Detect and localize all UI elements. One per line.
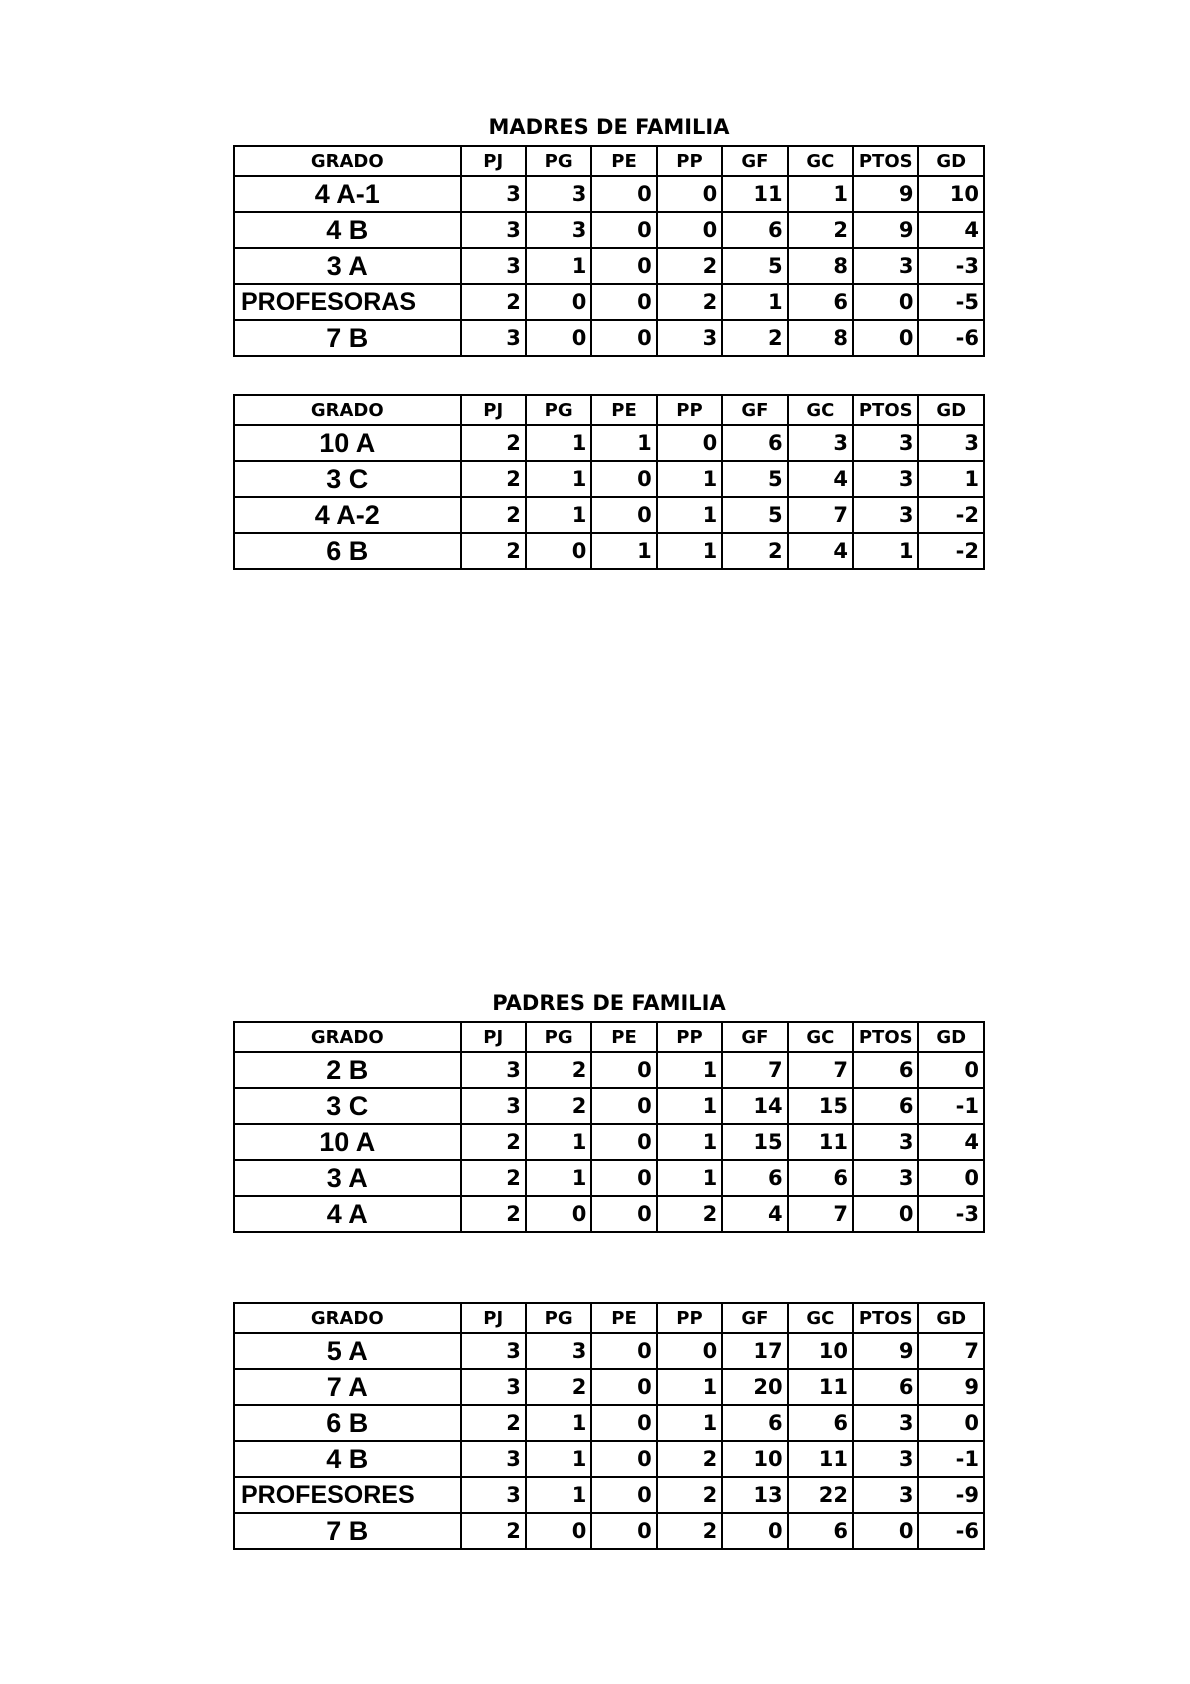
stat-cell-pj: 3 (461, 212, 526, 248)
table-row (234, 1196, 984, 1232)
stat-cell-gd: -9 (918, 1477, 984, 1513)
stat-cell-gd: 3 (918, 425, 984, 461)
stat-cell-ptos: 3 (853, 1124, 918, 1160)
stat-cell-ptos: 6 (853, 1052, 918, 1088)
stat-cell-gc: 4 (788, 461, 853, 497)
table-row (234, 1369, 984, 1405)
table-row (234, 1160, 984, 1196)
stat-cell-pp: 1 (657, 1124, 722, 1160)
stat-cell-pj: 3 (461, 1333, 526, 1369)
stat-cell-ptos: 3 (853, 497, 918, 533)
header-row (234, 1303, 984, 1333)
stat-cell-gc: 10 (788, 1333, 853, 1369)
stat-cell-ptos: 1 (853, 533, 918, 569)
column-header-gc: GC (788, 146, 853, 176)
table-row (234, 1124, 984, 1160)
column-header-pg: PG (526, 1022, 591, 1052)
stat-cell-gd: 0 (918, 1405, 984, 1441)
column-header-pj: PJ (461, 1022, 526, 1052)
stat-cell-pg: 1 (526, 425, 591, 461)
grado-cell: 6 B (234, 533, 461, 569)
stat-cell-pe: 0 (591, 176, 656, 212)
stat-cell-pp: 1 (657, 497, 722, 533)
stat-cell-pe: 1 (591, 533, 656, 569)
stat-cell-pj: 2 (461, 1405, 526, 1441)
stat-cell-pp: 1 (657, 1405, 722, 1441)
header-row (234, 1022, 984, 1052)
standings-table-padres-group-1 (233, 1021, 985, 1233)
stat-cell-pg: 0 (526, 1196, 591, 1232)
column-header-gd: GD (918, 1303, 984, 1333)
stat-cell-pj: 3 (461, 248, 526, 284)
table-row (234, 284, 984, 320)
stat-cell-pj: 3 (461, 176, 526, 212)
stat-cell-pp: 2 (657, 284, 722, 320)
stat-cell-gd: 9 (918, 1369, 984, 1405)
stat-cell-ptos: 6 (853, 1088, 918, 1124)
stat-cell-ptos: 9 (853, 176, 918, 212)
stat-cell-gf: 6 (722, 425, 787, 461)
stat-cell-pp: 2 (657, 1196, 722, 1232)
stat-cell-pg: 0 (526, 533, 591, 569)
grado-cell: 4 A-1 (234, 176, 461, 212)
table-row (234, 248, 984, 284)
table-row (234, 425, 984, 461)
header-row (234, 395, 984, 425)
column-header-pe: PE (591, 146, 656, 176)
stat-cell-gd: -5 (918, 284, 984, 320)
stat-cell-pj: 3 (461, 320, 526, 356)
stat-cell-gd: 0 (918, 1052, 984, 1088)
standings-table-madres-group-2 (233, 394, 985, 570)
stat-cell-gd: -3 (918, 248, 984, 284)
stat-cell-gc: 8 (788, 320, 853, 356)
stat-cell-gd: -3 (918, 1196, 984, 1232)
column-header-pg: PG (526, 146, 591, 176)
grado-cell: 4 A (234, 1196, 461, 1232)
column-header-pp: PP (657, 146, 722, 176)
grado-cell: 3 A (234, 248, 461, 284)
stat-cell-pj: 3 (461, 1052, 526, 1088)
column-header-gd: GD (918, 146, 984, 176)
table-row (234, 1088, 984, 1124)
stat-cell-pj: 2 (461, 1513, 526, 1549)
stat-cell-gd: -2 (918, 497, 984, 533)
stat-cell-ptos: 3 (853, 1477, 918, 1513)
stat-cell-pe: 0 (591, 1477, 656, 1513)
stat-cell-pp: 3 (657, 320, 722, 356)
stat-cell-gf: 1 (722, 284, 787, 320)
stat-cell-pj: 3 (461, 1441, 526, 1477)
stat-cell-pg: 3 (526, 1333, 591, 1369)
stat-cell-pe: 0 (591, 1088, 656, 1124)
stat-cell-gc: 15 (788, 1088, 853, 1124)
stat-cell-gc: 8 (788, 248, 853, 284)
stat-cell-gc: 11 (788, 1369, 853, 1405)
grado-cell: 4 B (234, 1441, 461, 1477)
stat-cell-pp: 1 (657, 1088, 722, 1124)
stat-cell-ptos: 0 (853, 1196, 918, 1232)
stat-cell-pg: 1 (526, 1124, 591, 1160)
column-header-grado: GRADO (234, 146, 461, 176)
stat-cell-gf: 5 (722, 497, 787, 533)
stat-cell-pp: 0 (657, 176, 722, 212)
stat-cell-pg: 1 (526, 1441, 591, 1477)
stat-cell-gc: 6 (788, 1160, 853, 1196)
stat-cell-ptos: 3 (853, 248, 918, 284)
column-header-pj: PJ (461, 146, 526, 176)
grado-cell: 4 A-2 (234, 497, 461, 533)
table-row (234, 176, 984, 212)
grado-cell: 3 C (234, 461, 461, 497)
stat-cell-gd: -6 (918, 320, 984, 356)
column-header-pe: PE (591, 395, 656, 425)
table-row (234, 1477, 984, 1513)
stat-cell-pe: 1 (591, 425, 656, 461)
table-row (234, 461, 984, 497)
stat-cell-pp: 0 (657, 1333, 722, 1369)
stat-cell-pg: 0 (526, 320, 591, 356)
stat-cell-gf: 4 (722, 1196, 787, 1232)
stat-cell-pj: 2 (461, 461, 526, 497)
stat-cell-gf: 6 (722, 1160, 787, 1196)
stat-cell-pe: 0 (591, 248, 656, 284)
stat-cell-gd: -6 (918, 1513, 984, 1549)
stat-cell-gc: 7 (788, 1052, 853, 1088)
table-row (234, 1513, 984, 1549)
stat-cell-pe: 0 (591, 1441, 656, 1477)
column-header-pg: PG (526, 395, 591, 425)
grado-cell: PROFESORAS (234, 284, 461, 320)
stat-cell-pe: 0 (591, 284, 656, 320)
stat-cell-pp: 0 (657, 425, 722, 461)
column-header-ptos: PTOS (853, 1022, 918, 1052)
table-row (234, 533, 984, 569)
stat-cell-pe: 0 (591, 1513, 656, 1549)
stat-cell-gf: 11 (722, 176, 787, 212)
stat-cell-gc: 4 (788, 533, 853, 569)
stat-cell-pj: 3 (461, 1369, 526, 1405)
stat-cell-gd: -2 (918, 533, 984, 569)
grado-cell: 7 A (234, 1369, 461, 1405)
stat-cell-pe: 0 (591, 1405, 656, 1441)
stat-cell-pj: 3 (461, 1477, 526, 1513)
column-header-grado: GRADO (234, 1303, 461, 1333)
stat-cell-gf: 14 (722, 1088, 787, 1124)
stat-cell-gc: 11 (788, 1124, 853, 1160)
column-header-ptos: PTOS (853, 146, 918, 176)
stat-cell-pp: 1 (657, 533, 722, 569)
grado-cell: 3 C (234, 1088, 461, 1124)
stat-cell-gf: 2 (722, 320, 787, 356)
stat-cell-pg: 2 (526, 1088, 591, 1124)
stat-cell-pp: 2 (657, 248, 722, 284)
column-header-gf: GF (722, 146, 787, 176)
stat-cell-ptos: 9 (853, 1333, 918, 1369)
grado-cell: 2 B (234, 1052, 461, 1088)
stat-cell-gd: -1 (918, 1088, 984, 1124)
column-header-pp: PP (657, 1022, 722, 1052)
table-row (234, 1052, 984, 1088)
stat-cell-gc: 7 (788, 497, 853, 533)
stat-cell-gc: 22 (788, 1477, 853, 1513)
stat-cell-gf: 2 (722, 533, 787, 569)
column-header-gc: GC (788, 1303, 853, 1333)
grado-cell: 5 A (234, 1333, 461, 1369)
stat-cell-gd: 10 (918, 176, 984, 212)
stat-cell-pg: 1 (526, 1405, 591, 1441)
stat-cell-gf: 5 (722, 248, 787, 284)
column-header-pp: PP (657, 395, 722, 425)
table-row (234, 1333, 984, 1369)
stat-cell-gc: 2 (788, 212, 853, 248)
column-header-pp: PP (657, 1303, 722, 1333)
stat-cell-pg: 3 (526, 212, 591, 248)
stat-cell-gf: 6 (722, 1405, 787, 1441)
stat-cell-pp: 1 (657, 1369, 722, 1405)
stat-cell-ptos: 0 (853, 320, 918, 356)
grado-cell: 4 B (234, 212, 461, 248)
standings-table-padres-group-2 (233, 1302, 985, 1550)
header-row (234, 146, 984, 176)
stat-cell-ptos: 0 (853, 1513, 918, 1549)
stat-cell-pe: 0 (591, 1052, 656, 1088)
stat-cell-ptos: 3 (853, 1441, 918, 1477)
column-header-gf: GF (722, 1022, 787, 1052)
stat-cell-ptos: 6 (853, 1369, 918, 1405)
stat-cell-gd: 4 (918, 1124, 984, 1160)
stat-cell-pe: 0 (591, 212, 656, 248)
stat-cell-pe: 0 (591, 1124, 656, 1160)
stat-cell-gd: -1 (918, 1441, 984, 1477)
stat-cell-ptos: 3 (853, 1405, 918, 1441)
column-header-grado: GRADO (234, 395, 461, 425)
stat-cell-pe: 0 (591, 320, 656, 356)
table-row (234, 320, 984, 356)
grado-cell: 6 B (234, 1405, 461, 1441)
section-title-padres: PADRES DE FAMILIA (492, 991, 726, 1015)
stat-cell-pe: 0 (591, 1369, 656, 1405)
stat-cell-gc: 3 (788, 425, 853, 461)
stat-cell-pe: 0 (591, 497, 656, 533)
stat-cell-gd: 0 (918, 1160, 984, 1196)
stat-cell-gc: 1 (788, 176, 853, 212)
stat-cell-gf: 0 (722, 1513, 787, 1549)
table-row (234, 497, 984, 533)
stat-cell-pg: 1 (526, 497, 591, 533)
column-header-gc: GC (788, 395, 853, 425)
stat-cell-pp: 2 (657, 1441, 722, 1477)
stat-cell-ptos: 3 (853, 1160, 918, 1196)
stat-cell-ptos: 9 (853, 212, 918, 248)
stat-cell-pp: 1 (657, 1052, 722, 1088)
stat-cell-pg: 1 (526, 248, 591, 284)
stat-cell-pg: 2 (526, 1052, 591, 1088)
stat-cell-gd: 1 (918, 461, 984, 497)
table-row (234, 1405, 984, 1441)
stat-cell-pj: 2 (461, 1160, 526, 1196)
grado-cell: 10 A (234, 425, 461, 461)
stat-cell-pe: 0 (591, 461, 656, 497)
stat-cell-gf: 20 (722, 1369, 787, 1405)
stat-cell-pe: 0 (591, 1196, 656, 1232)
stat-cell-gf: 10 (722, 1441, 787, 1477)
stat-cell-pe: 0 (591, 1333, 656, 1369)
stat-cell-pg: 3 (526, 176, 591, 212)
column-header-pj: PJ (461, 395, 526, 425)
stat-cell-gc: 7 (788, 1196, 853, 1232)
section-title-madres: MADRES DE FAMILIA (488, 115, 730, 139)
stat-cell-gf: 15 (722, 1124, 787, 1160)
column-header-gf: GF (722, 1303, 787, 1333)
stat-cell-ptos: 0 (853, 284, 918, 320)
grado-cell: PROFESORES (234, 1477, 461, 1513)
stat-cell-pp: 2 (657, 1477, 722, 1513)
grado-cell: 7 B (234, 320, 461, 356)
column-header-gd: GD (918, 1022, 984, 1052)
stat-cell-gc: 11 (788, 1441, 853, 1477)
stat-cell-gc: 6 (788, 284, 853, 320)
stat-cell-gf: 7 (722, 1052, 787, 1088)
column-header-pj: PJ (461, 1303, 526, 1333)
stat-cell-pp: 2 (657, 1513, 722, 1549)
stat-cell-pp: 1 (657, 1160, 722, 1196)
grado-cell: 3 A (234, 1160, 461, 1196)
stat-cell-pg: 1 (526, 1477, 591, 1513)
stat-cell-pj: 2 (461, 497, 526, 533)
column-header-ptos: PTOS (853, 1303, 918, 1333)
stat-cell-gf: 13 (722, 1477, 787, 1513)
standings-table-madres-group-1 (233, 145, 985, 357)
table-row (234, 212, 984, 248)
stat-cell-pp: 0 (657, 212, 722, 248)
stat-cell-gd: 4 (918, 212, 984, 248)
column-header-pg: PG (526, 1303, 591, 1333)
stat-cell-pj: 2 (461, 533, 526, 569)
column-header-grado: GRADO (234, 1022, 461, 1052)
stat-cell-pj: 2 (461, 425, 526, 461)
stat-cell-gd: 7 (918, 1333, 984, 1369)
stat-cell-pg: 1 (526, 461, 591, 497)
stat-cell-pg: 0 (526, 1513, 591, 1549)
stat-cell-gc: 6 (788, 1405, 853, 1441)
column-header-pe: PE (591, 1303, 656, 1333)
stat-cell-ptos: 3 (853, 425, 918, 461)
stat-cell-pe: 0 (591, 1160, 656, 1196)
grado-cell: 10 A (234, 1124, 461, 1160)
stat-cell-pg: 1 (526, 1160, 591, 1196)
column-header-gf: GF (722, 395, 787, 425)
stat-cell-pg: 0 (526, 284, 591, 320)
stat-cell-pj: 2 (461, 1124, 526, 1160)
stat-cell-pj: 2 (461, 284, 526, 320)
stat-cell-pj: 3 (461, 1088, 526, 1124)
stat-cell-gc: 6 (788, 1513, 853, 1549)
stat-cell-gf: 5 (722, 461, 787, 497)
column-header-gd: GD (918, 395, 984, 425)
column-header-ptos: PTOS (853, 395, 918, 425)
stat-cell-ptos: 3 (853, 461, 918, 497)
stat-cell-gf: 17 (722, 1333, 787, 1369)
column-header-gc: GC (788, 1022, 853, 1052)
stat-cell-pg: 2 (526, 1369, 591, 1405)
stat-cell-gf: 6 (722, 212, 787, 248)
column-header-pe: PE (591, 1022, 656, 1052)
stat-cell-pp: 1 (657, 461, 722, 497)
stat-cell-pj: 2 (461, 1196, 526, 1232)
table-row (234, 1441, 984, 1477)
grado-cell: 7 B (234, 1513, 461, 1549)
